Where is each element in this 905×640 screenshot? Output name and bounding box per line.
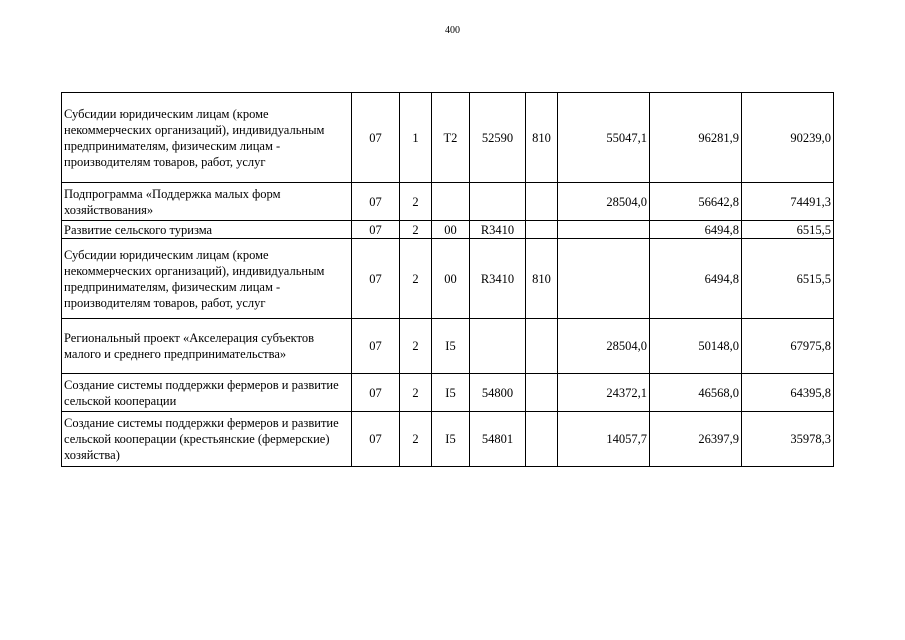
cell-section: 07 [352,221,400,239]
cell-expense-type [526,221,558,239]
cell-target-code-2: 52590 [470,93,526,183]
cell-subsection: 2 [400,239,432,319]
cell-amount-2: 96281,9 [650,93,742,183]
cell-subsection: 2 [400,374,432,412]
cell-amount-3: 74491,3 [742,183,834,221]
cell-section: 07 [352,183,400,221]
cell-expense-type: 810 [526,239,558,319]
cell-subsection: 2 [400,412,432,467]
cell-target-code-2: 54801 [470,412,526,467]
cell-amount-3: 64395,8 [742,374,834,412]
cell-amount-2: 6494,8 [650,239,742,319]
cell-section: 07 [352,239,400,319]
cell-target-code-2 [470,319,526,374]
cell-expense-type [526,319,558,374]
cell-amount-2: 46568,0 [650,374,742,412]
cell-target-code-2: 54800 [470,374,526,412]
cell-section: 07 [352,412,400,467]
cell-expense-type [526,374,558,412]
cell-target-code-1: 00 [432,239,470,319]
cell-name: Субсидии юридическим лицам (кроме некоммерческих организаций), индивидуальным предпринимателям, физическим лицам - производителям товаров, работ, услуг [62,93,352,183]
cell-subsection: 1 [400,93,432,183]
cell-name: Субсидии юридическим лицам (кроме некоммерческих организаций), индивидуальным предпринимателям, физическим лицам - производителям товаров, работ, услуг [62,239,352,319]
cell-name: Региональный проект «Акселерация субъектов малого и среднего предпринимательства» [62,319,352,374]
cell-expense-type [526,412,558,467]
cell-amount-1: 28504,0 [558,319,650,374]
cell-expense-type: 810 [526,93,558,183]
cell-amount-1 [558,221,650,239]
cell-amount-1: 14057,7 [558,412,650,467]
cell-amount-3: 67975,8 [742,319,834,374]
cell-amount-3: 6515,5 [742,221,834,239]
cell-name: Подпрограмма «Поддержка малых форм хозяйствования» [62,183,352,221]
cell-target-code-1: 00 [432,221,470,239]
cell-name: Создание системы поддержки фермеров и развитие сельской кооперации (крестьянские (фермерские) хозяйства) [62,412,352,467]
cell-target-code-1: I5 [432,412,470,467]
cell-expense-type [526,183,558,221]
cell-subsection: 2 [400,319,432,374]
cell-target-code-2: R3410 [470,221,526,239]
cell-name: Создание системы поддержки фермеров и развитие сельской кооперации [62,374,352,412]
cell-amount-1 [558,239,650,319]
cell-target-code-1 [432,183,470,221]
page-number: 400 [445,25,460,36]
cell-amount-2: 26397,9 [650,412,742,467]
cell-amount-1: 55047,1 [558,93,650,183]
cell-amount-2: 56642,8 [650,183,742,221]
cell-section: 07 [352,93,400,183]
table-row [62,221,834,239]
cell-target-code-2: R3410 [470,239,526,319]
table-row [62,319,834,374]
cell-section: 07 [352,374,400,412]
cell-subsection: 2 [400,183,432,221]
cell-amount-1: 28504,0 [558,183,650,221]
table-row [62,412,834,467]
cell-target-code-2 [470,183,526,221]
cell-target-code-1: I5 [432,319,470,374]
table-row [62,93,834,183]
cell-amount-3: 35978,3 [742,412,834,467]
cell-target-code-1: Т2 [432,93,470,183]
cell-amount-3: 6515,5 [742,239,834,319]
table-row [62,183,834,221]
budget-table [61,92,834,467]
cell-amount-3: 90239,0 [742,93,834,183]
cell-section: 07 [352,319,400,374]
cell-amount-2: 6494,8 [650,221,742,239]
cell-target-code-1: I5 [432,374,470,412]
table-body [62,93,834,467]
cell-subsection: 2 [400,221,432,239]
table-row [62,239,834,319]
cell-amount-2: 50148,0 [650,319,742,374]
cell-name: Развитие сельского туризма [62,221,352,239]
cell-amount-1: 24372,1 [558,374,650,412]
table-row [62,374,834,412]
